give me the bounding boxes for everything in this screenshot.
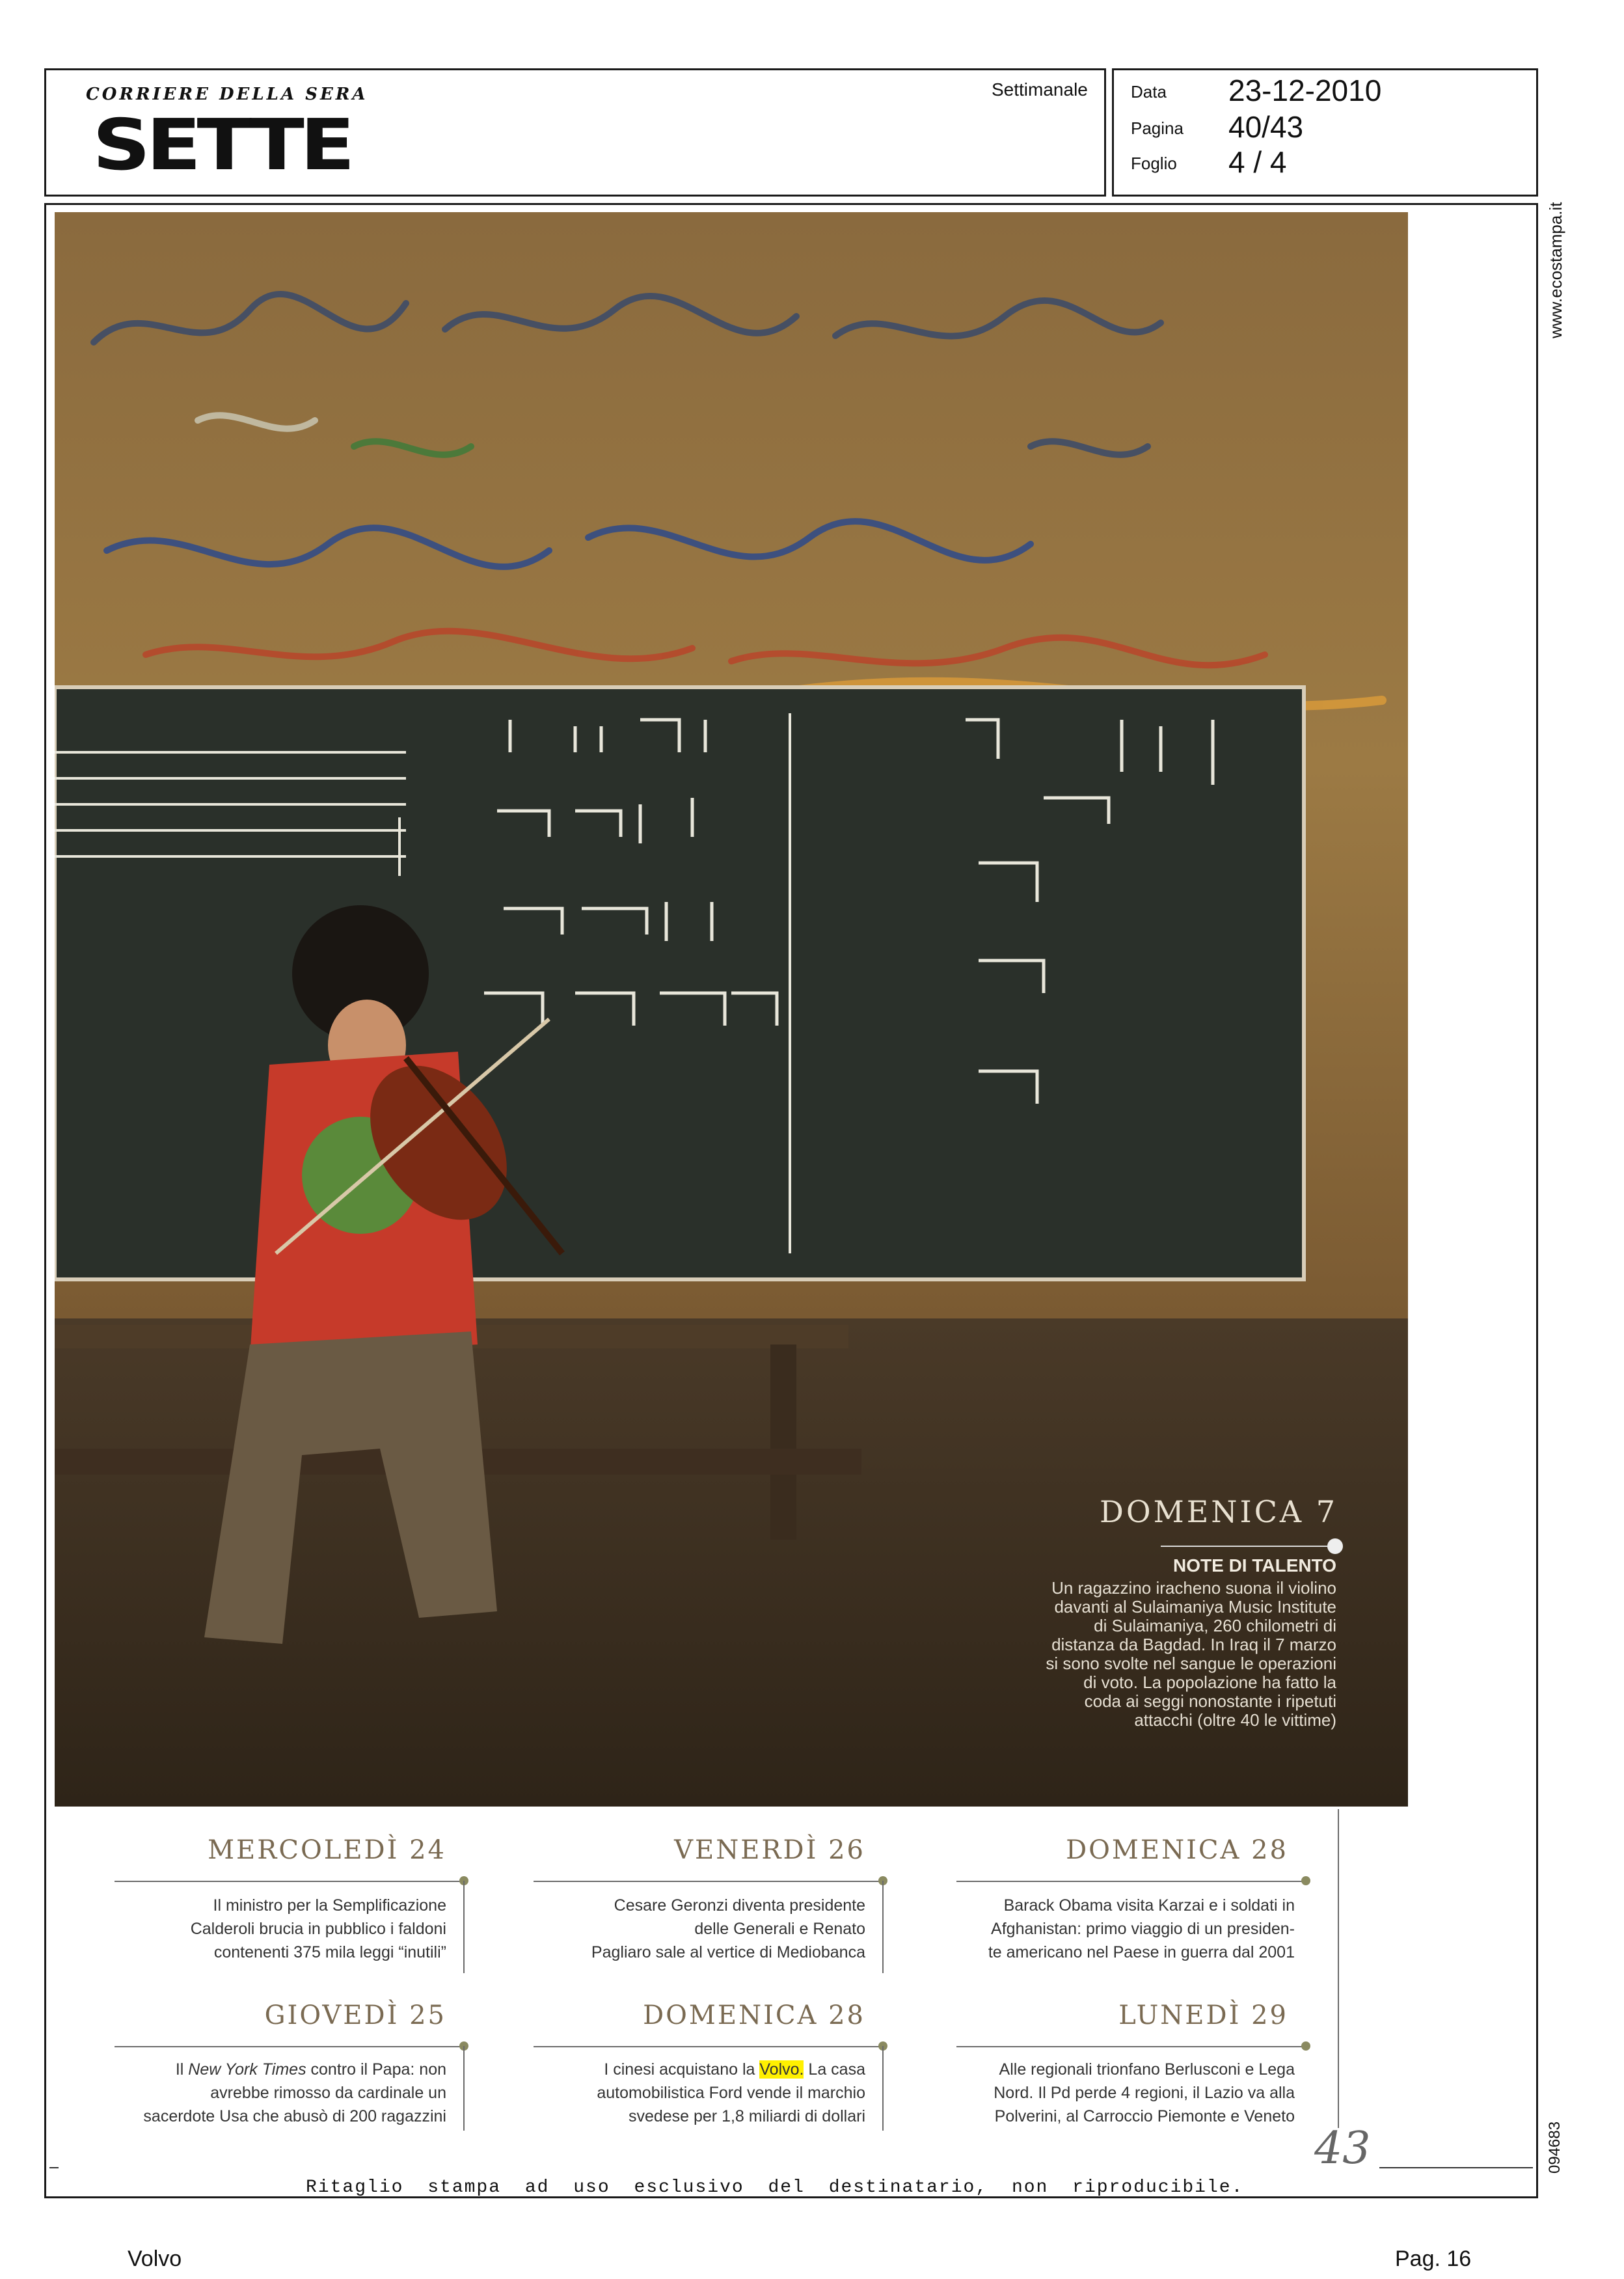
entry-line: Alle regionali trionfano Berlusconi e Lega — [999, 2060, 1295, 2079]
timeline-rule — [115, 2046, 465, 2047]
timeline-entry-venerdi-26 — [534, 1894, 865, 1964]
timeline-vline — [882, 1881, 884, 1973]
entry-line: Afghanistan: primo viaggio di un presiden- — [991, 1920, 1295, 1938]
timeline-day-venerdi-26: VENERDÌ 26 — [674, 1835, 865, 1865]
entry-line: Il ministro per la Semplificazione — [213, 1896, 446, 1915]
timeline-vline — [463, 1881, 465, 1973]
page-number-rule — [1379, 2167, 1533, 2168]
timeline-entry-domenica-28 — [943, 1894, 1295, 1964]
entry-line: contenenti 375 mila leggi “inutili” — [213, 1943, 446, 1961]
entry-line: avrebbe rimosso da cardinale un — [210, 2084, 446, 2102]
photo-boy-violin — [55, 212, 1408, 1807]
caption-title: NOTE DI TALENTO — [1173, 1555, 1336, 1576]
entry-line: Nord. Il Pd perde 4 regioni, il Lazio va alla — [994, 2084, 1295, 2102]
meta-value-data: 23-12-2010 — [1228, 74, 1382, 107]
entry-line: automobilistica Ford vende il marchio — [597, 2084, 865, 2102]
publication-name: CORRIERE DELLA SERA — [86, 85, 368, 104]
entry-line: te americano nel Paese in guerra dal 2001 — [988, 1943, 1295, 1961]
left-tick — [49, 2167, 59, 2168]
caption-line: si sono svolte nel sangue le operazioni — [1046, 1654, 1336, 1673]
entry-text: Il — [175, 2060, 189, 2079]
timeline-day-lunedi-29: LUNEDÌ 29 — [1118, 2000, 1288, 2030]
timeline-rule — [956, 1881, 1306, 1882]
caption-text — [881, 1579, 1336, 1730]
timeline-rule — [534, 1881, 884, 1882]
periodicity: Settimanale — [992, 79, 1088, 100]
entry-text: contro il Papa: non — [306, 2060, 446, 2079]
timeline-entry-giovedi-25 — [108, 2058, 446, 2128]
side-url: www.ecostampa.it — [1546, 202, 1565, 338]
entry-line — [534, 2058, 865, 2081]
timeline-rule — [534, 2046, 884, 2047]
timeline-entry-lunedi-29 — [943, 2058, 1295, 2128]
meta-label-foglio: Foglio — [1131, 154, 1177, 173]
meta-value-foglio: 4 / 4 — [1228, 145, 1287, 179]
timeline-day-mercoledi-24: MERCOLEDÌ 24 — [208, 1835, 446, 1865]
entry-line: Barack Obama visita Karzai e i soldati in — [1003, 1896, 1295, 1915]
timeline-day-domenica-28-b: DOMENICA 28 — [643, 2000, 865, 2030]
meta-label-data: Data — [1131, 82, 1167, 102]
timeline-vline — [882, 2046, 884, 2131]
entry-line: Calderoli brucia in pubblico i faldoni — [190, 1920, 446, 1938]
caption-line: di voto. La popolazione ha fatto la — [1083, 1672, 1336, 1692]
timeline-dot — [1301, 1876, 1310, 1885]
highlighted-keyword: Volvo. — [759, 2060, 804, 2079]
entry-line: delle Generali e Renato — [694, 1920, 865, 1938]
entry-line: Cesare Geronzi diventa presidente — [614, 1896, 865, 1915]
caption-line: attacchi (oltre 40 le vittime) — [1134, 1710, 1336, 1730]
timeline-rule — [115, 1881, 465, 1882]
entry-line: Polverini, al Carroccio Piemonte e Veneto — [994, 2107, 1295, 2125]
timeline-day-domenica-28: DOMENICA 28 — [1066, 1835, 1288, 1865]
timeline-entry-domenica-28-b — [534, 2058, 865, 2128]
timeline-vline — [463, 2046, 465, 2131]
footer-keyword: Volvo — [128, 2246, 182, 2271]
timeline-entry-mercoledi-24 — [115, 1894, 446, 1964]
timeline-day-giovedi-25: GIOVEDÌ 25 — [264, 2000, 446, 2030]
page-number: 43 — [1314, 2123, 1371, 2174]
meta-label-pagina: Pagina — [1131, 118, 1184, 138]
timeline-vline — [1338, 1809, 1339, 2128]
meta-value-pagina: 40/43 — [1228, 110, 1304, 144]
caption-day: DOMENICA 7 — [1100, 1494, 1338, 1529]
timeline-dot — [1301, 2041, 1310, 2051]
footer-page: Pag. 16 — [1395, 2246, 1472, 2271]
timeline-rule — [956, 2046, 1306, 2047]
caption-line: di Sulaimaniya, 260 chilometri di — [1094, 1616, 1336, 1635]
caption-line: davanti al Sulaimaniya Music Institute — [1054, 1597, 1336, 1617]
side-code: 094683 — [1546, 2121, 1563, 2174]
footer-note: Ritaglio stampa ad uso esclusivo del destinatario, non riproducibile. — [306, 2177, 1244, 2198]
newspaper-title: New York Times — [188, 2060, 306, 2079]
caption-line: coda ai seggi nonostante i ripetuti — [1084, 1691, 1336, 1711]
caption-line: Un ragazzino iracheno suona il violino — [1051, 1578, 1336, 1598]
caption-line: distanza da Bagdad. In Iraq il 7 marzo — [1051, 1635, 1336, 1654]
entry-text: I cinesi acquistano la — [604, 2060, 760, 2079]
entry-line: svedese per 1,8 miliardi di dollari — [628, 2107, 865, 2125]
entry-text: La casa — [804, 2060, 865, 2079]
entry-line: Pagliaro sale al vertice di Mediobanca — [591, 1943, 865, 1961]
magazine-logo: SETTE — [92, 105, 351, 186]
entry-line — [108, 2058, 446, 2081]
entry-line: sacerdote Usa che abusò di 200 ragazzini — [143, 2107, 446, 2125]
